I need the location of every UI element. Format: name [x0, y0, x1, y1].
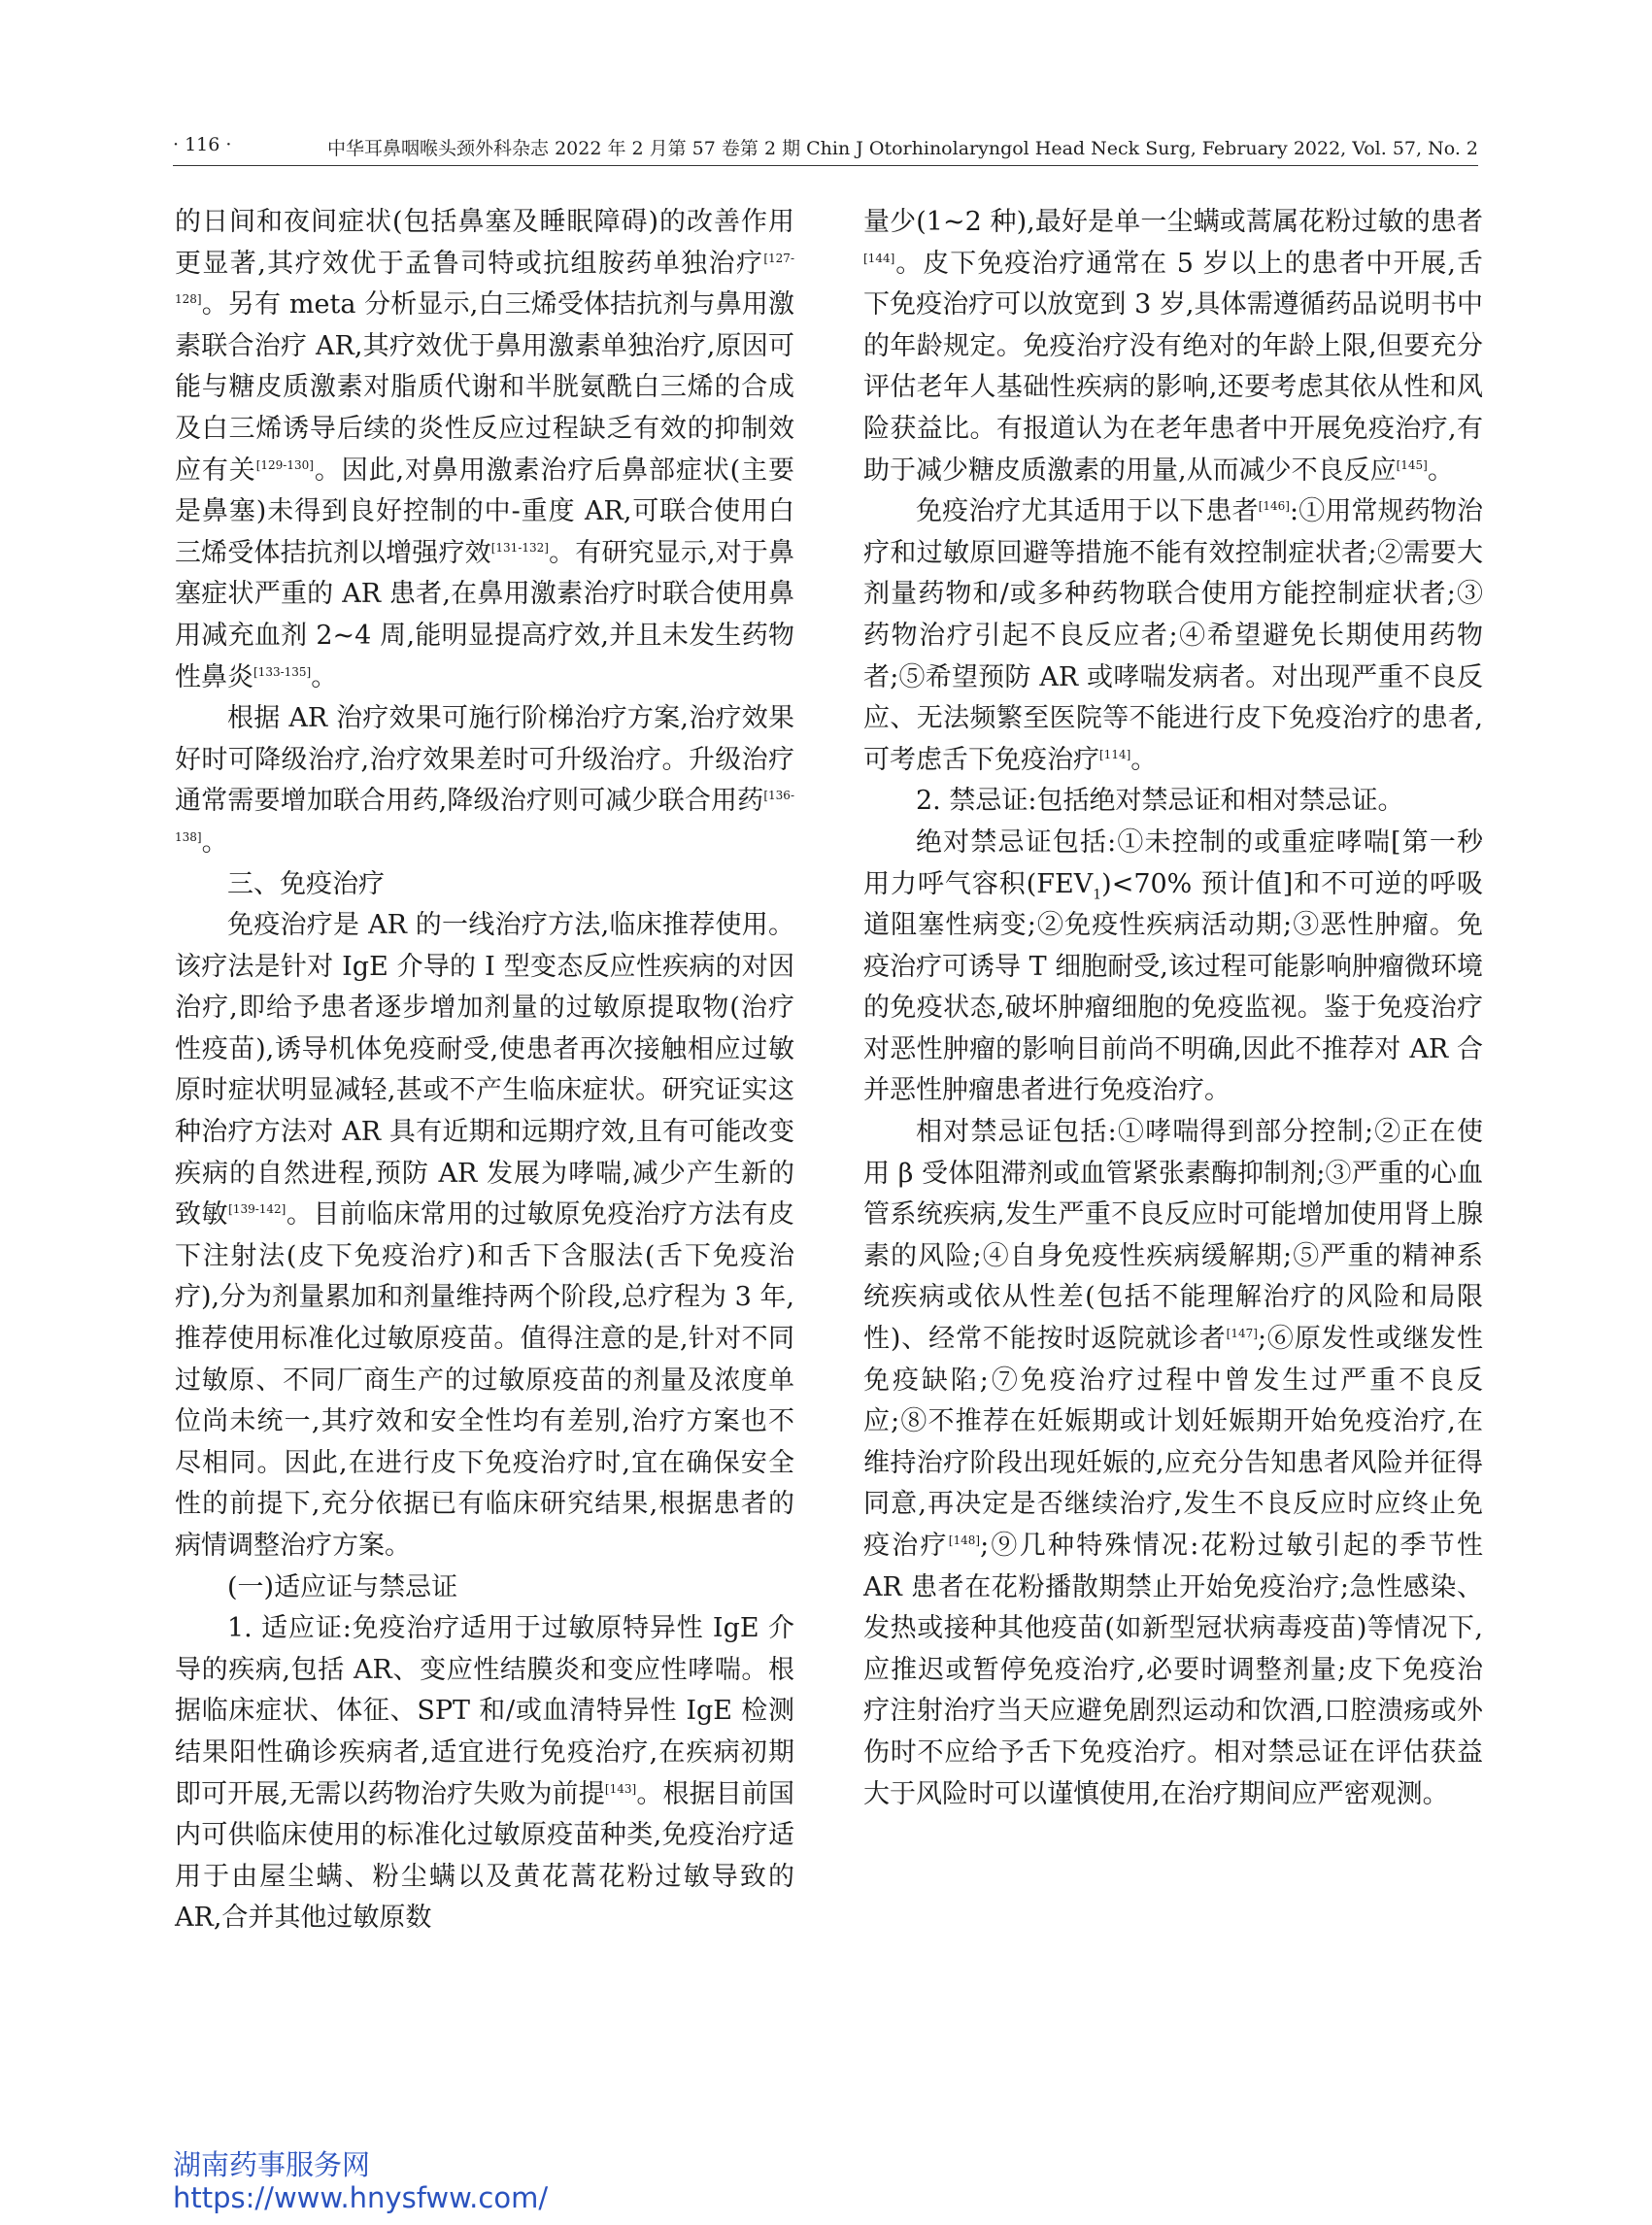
paragraph: 绝对禁忌证包括:①未控制的或重症哮喘[第一秒用力呼气容积$(FEV_1)<70\%$ 预计值]和不可逆的呼吸道阻塞性病变;②免疫性疾病活动期;③恶性肿瘤。免疫治疗可诱导 T 细胞耐受,该过程可能影响肿瘤微环境的免疫状态,破坏肿瘤细胞的免疫监视。鉴于免疫治疗对恶性肿瘤的影响目前尚不明确,因此不推荐对 AR 合并恶性肿瘤患者进行免疫治疗。	[863, 826, 1483, 1106]
citation-ref[interactable]: [143]	[604, 1781, 637, 1796]
paragraph: 1. 适应证:免疫治疗适用于过敏原特异性 IgE 介导的疾病,包括 AR、变应性结膜炎和变应性哮喘。根据临床症状、体征、SPT 和/或血清特异性 IgE 检测结果阳性确诊疾病者,适宜进行免疫治疗,在疾病初期即可开展,无需以药物治疗失败为前提[143]。根据目前国内可供临床使用的标准化过敏原疫苗种类,免疫治疗适用于由屋尘螨、粉尘螨以及黄花蒿花粉过敏导致的 AR,合并其他过敏原数	[175, 1613, 795, 1934]
paragraph: 2. 禁忌证:包括绝对禁忌证和相对禁忌证。	[916, 786, 1404, 817]
paragraph: 免疫治疗尤其适用于以下患者[146]:①用常规药物治疗和过敏原回避等措施不能有效控制症状者;②需要大剂量药物和/或多种药物联合使用方能控制症状者;③药物治疗引起不良反应者;④希望避免长期使用药物者;⑤希望预防 AR 或哮喘发病者。对出现严重不良反应、无法频繁至医院等不能进行皮下免疫治疗的患者,可考虑舌下免疫治疗[114]。	[863, 496, 1483, 775]
citation-ref[interactable]: [129-130]	[255, 457, 314, 472]
watermark-url[interactable]: https://www.hnysfww.com/	[173, 2181, 549, 2214]
watermark	[173, 2148, 548, 2214]
citation-ref[interactable]: [127-128]	[175, 251, 794, 306]
paragraph: 量少(1~2 种),最好是单一尘螨或蒿属花粉过敏的患者[144]。皮下免疫治疗通常在 5 岁以上的患者中开展,舌下免疫治疗可以放宽到 3 岁,具体需遵循药品说明书中的年龄规定。免疫治疗没有绝对的年龄上限,但要充分评估老年人基础性疾病的影响,还要考虑其依从性和风险获益比。有报道认为在老年患者中开展免疫治疗,有助于减少糖皮质激素的用量,从而减少不良反应[145]。	[863, 207, 1483, 486]
subscript: 1	[1093, 886, 1102, 902]
subsection-heading: (一)适应证与禁忌证	[227, 1571, 458, 1602]
citation-ref[interactable]: [146]	[1258, 498, 1290, 513]
citation-ref[interactable]: [136-138]	[175, 789, 794, 844]
left-column	[175, 202, 794, 1939]
citation-ref[interactable]: [144]	[863, 251, 895, 265]
running-header	[173, 128, 1478, 166]
citation-ref[interactable]: [131-132]	[490, 540, 549, 555]
paragraph: 根据 AR 治疗效果可施行阶梯治疗方案,治疗效果好时可降级治疗,治疗效果差时可升级治疗。升级治疗通常需要增加联合用药,降级治疗则可减少联合用药[136-138]。	[175, 703, 794, 858]
journal-citation: 中华耳鼻咽喉头颈外科杂志 2022 年 2 月第 57 卷第 2 期 Chin J Otorhinolaryngol Head Neck Surg, February 2022, Vol. 57, No. 2	[327, 138, 1478, 159]
citation-ref[interactable]: [148]	[948, 1533, 981, 1547]
page-number: · 116 ·	[173, 134, 232, 155]
citation-ref[interactable]: [133-135]	[253, 664, 312, 679]
citation-ref[interactable]: [147]	[1226, 1326, 1258, 1340]
citation-ref[interactable]: [145]	[1396, 457, 1428, 472]
paragraph: 的日间和夜间症状(包括鼻塞及睡眠障碍)的改善作用更显著,其疗效优于孟鲁司特或抗组胺药单独治疗[127-128]。另有 meta 分析显示,白三烯受体拮抗剂与鼻用激素联合治疗 AR,其疗效优于鼻用激素单独治疗,原因可能与糖皮质激素对脂质代谢和半胱氨酰白三烯的合成及白三烯诱导后续的炎性反应过程缺乏有效的抑制效应有关[129-130]。因此,对鼻用激素治疗后鼻部症状(主要是鼻塞)未得到良好控制的中-重度 AR,可联合使用白三烯受体拮抗剂以增强疗效[131-132]。有研究显示,对于鼻塞症状严重的 AR 患者,在鼻用激素治疗时联合使用鼻用减充血剂 2~4 周,能明显提高疗效,并且未发生药物性鼻炎[133-135]。	[175, 207, 794, 692]
paragraph: 相对禁忌证包括:①哮喘得到部分控制;②正在使用 β 受体阻滞剂或血管紧张素酶抑制剂;③严重的心血管系统疾病,发生严重不良反应时可能增加使用肾上腺素的风险;④自身免疫性疾病缓解期;⑤严重的精神系统疾病或依从性差(包括不能理解治疗的风险和局限性)、经常不能按时返院就诊者[147];⑥原发性或继发性免疫缺陷;⑦免疫治疗过程中曾发生过严重不良反应;⑧不推荐在妊娠期或计划妊娠期开始免疫治疗,在维持治疗阶段出现妊娠的,应充分告知患者风险并征得同意,再决定是否继续治疗,发生不良反应时应终止免疫治疗[148];⑨几种特殊情况:花粉过敏引起的季节性 AR 患者在花粉播散期禁止开始免疫治疗;急性感染、发热或接种其他疫苗(如新型冠状病毒疫苗)等情况下,应推迟或暂停免疫治疗,必要时调整剂量;皮下免疫治疗注射治疗当天应避免剧烈运动和饮酒,口腔溃疡或外伤时不应给予舌下免疫治疗。相对禁忌证在评估获益大于风险时可以谨慎使用,在治疗期间应严密观测。	[863, 1117, 1483, 1809]
watermark-name: 湖南药事服务网	[173, 2148, 371, 2181]
paragraph: 免疫治疗是 AR 的一线治疗方法,临床推荐使用。该疗法是针对 IgE 介导的 Ⅰ 型变态反应性疾病的对因治疗,即给予患者逐步增加剂量的过敏原提取物(治疗性疫苗),诱导机体免疫耐受,使患者再次接触相应过敏原时症状明显减轻,甚或不产生临床症状。研究证实这种治疗方法对 AR 具有近期和远期疗效,且有可能改变疾病的自然进程,预防 AR 发展为哮喘,减少产生新的致敏[139-142]。目前临床常用的过敏原免疫治疗方法有皮下注射法(皮下免疫治疗)和舌下含服法(舌下免疫治疗),分为剂量累加和剂量维持两个阶段,总疗程为 3 年,推荐使用标准化过敏原疫苗。值得注意的是,针对不同过敏原、不同厂商生产的过敏原疫苗的剂量及浓度单位尚未统一,其疗效和安全性均有差别,治疗方案也不尽相同。因此,在进行皮下免疫治疗时,宜在确保安全性的前提下,充分依据已有临床研究结果,根据患者的病情调整治疗方案。	[175, 910, 795, 1561]
right-column	[863, 202, 1483, 1815]
citation-ref[interactable]: [114]	[1099, 747, 1131, 761]
citation-ref[interactable]: [139-142]	[228, 1202, 287, 1217]
section-heading: 三、免疫治疗	[227, 868, 385, 899]
